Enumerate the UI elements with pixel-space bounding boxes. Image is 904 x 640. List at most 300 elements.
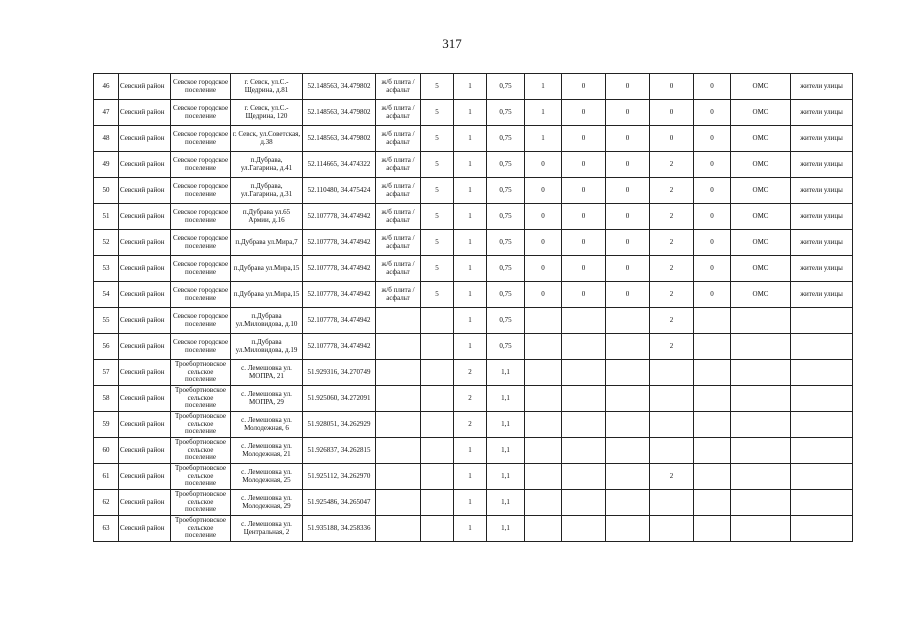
cell-area	[421, 516, 454, 542]
cell-value-5: 0	[562, 74, 606, 100]
cell-area	[421, 438, 454, 464]
cell-value-6	[606, 464, 650, 490]
cell-number: 47	[94, 100, 119, 126]
table-row	[94, 516, 853, 542]
cell-owner: ОМС	[731, 230, 791, 256]
cell-coordinates: 52.110480, 34.475424	[303, 178, 376, 204]
cell-district: Севский район	[119, 100, 171, 126]
cell-settlement: Севское городское поселение	[171, 230, 231, 256]
cell-owner	[731, 412, 791, 438]
cell-settlement: Троебортновское сельское поселение	[171, 360, 231, 386]
cell-settlement: Севское городское поселение	[171, 256, 231, 282]
cell-value-7: 2	[650, 334, 694, 360]
cell-container-volume: 1,1	[487, 516, 525, 542]
cell-value-4: 0	[525, 256, 562, 282]
cell-users: жители улицы	[791, 204, 853, 230]
table-row	[94, 178, 853, 204]
cell-coordinates: 51.925060, 34.272091	[303, 386, 376, 412]
cell-value-7: 2	[650, 178, 694, 204]
cell-value-6	[606, 438, 650, 464]
cell-owner: ОМС	[731, 126, 791, 152]
cell-value-4: 0	[525, 178, 562, 204]
cell-number: 46	[94, 74, 119, 100]
cell-value-4: 1	[525, 126, 562, 152]
cell-value-6: 0	[606, 178, 650, 204]
cell-area: 5	[421, 100, 454, 126]
cell-number: 60	[94, 438, 119, 464]
cell-value-7: 2	[650, 308, 694, 334]
cell-value-8: 0	[694, 178, 731, 204]
cell-value-7: 2	[650, 230, 694, 256]
cell-value-8: 0	[694, 204, 731, 230]
cell-containers-count: 2	[454, 412, 487, 438]
cell-surface	[376, 308, 421, 334]
cell-container-volume: 0,75	[487, 308, 525, 334]
cell-value-6	[606, 360, 650, 386]
cell-district: Севский район	[119, 438, 171, 464]
cell-owner	[731, 334, 791, 360]
cell-owner	[731, 308, 791, 334]
cell-value-6: 0	[606, 256, 650, 282]
cell-value-8: 0	[694, 256, 731, 282]
cell-settlement: Севское городское поселение	[171, 74, 231, 100]
cell-area: 5	[421, 256, 454, 282]
cell-district: Севский район	[119, 516, 171, 542]
cell-containers-count: 1	[454, 100, 487, 126]
cell-settlement: Севское городское поселение	[171, 178, 231, 204]
cell-value-7: 2	[650, 282, 694, 308]
cell-value-8: 0	[694, 126, 731, 152]
cell-value-8	[694, 412, 731, 438]
cell-container-volume: 1,1	[487, 490, 525, 516]
cell-users: жители улицы	[791, 178, 853, 204]
table-row	[94, 464, 853, 490]
cell-users	[791, 386, 853, 412]
cell-surface: ж/б плита /асфальт	[376, 230, 421, 256]
cell-value-4	[525, 334, 562, 360]
cell-value-8	[694, 308, 731, 334]
cell-district: Севский район	[119, 464, 171, 490]
cell-coordinates: 52.107778, 34.474942	[303, 204, 376, 230]
cell-settlement: Севское городское поселение	[171, 308, 231, 334]
cell-value-5: 0	[562, 152, 606, 178]
cell-value-6: 0	[606, 100, 650, 126]
cell-containers-count: 1	[454, 74, 487, 100]
cell-users	[791, 360, 853, 386]
cell-container-volume: 1,1	[487, 464, 525, 490]
cell-containers-count: 1	[454, 334, 487, 360]
cell-address: п.Дубрава ул.65 Армии, д.16	[231, 204, 303, 230]
cell-value-7: 2	[650, 464, 694, 490]
table-row	[94, 230, 853, 256]
cell-value-5: 0	[562, 230, 606, 256]
cell-address: г. Севск, ул.Советская, д.38	[231, 126, 303, 152]
cell-surface: ж/б плита /асфальт	[376, 256, 421, 282]
cell-value-4	[525, 464, 562, 490]
cell-address: с. Лемешовка ул. Молодежная, 21	[231, 438, 303, 464]
cell-address: с. Лемешовка ул. МОПРА, 29	[231, 386, 303, 412]
cell-value-4: 1	[525, 100, 562, 126]
cell-district: Севский район	[119, 152, 171, 178]
cell-owner: ОМС	[731, 204, 791, 230]
cell-coordinates: 52.107778, 34.474942	[303, 256, 376, 282]
cell-value-4	[525, 386, 562, 412]
cell-coordinates: 52.107778, 34.474942	[303, 230, 376, 256]
cell-area: 5	[421, 282, 454, 308]
cell-surface	[376, 490, 421, 516]
table-row	[94, 282, 853, 308]
cell-value-6: 0	[606, 230, 650, 256]
cell-surface: ж/б плита /асфальт	[376, 100, 421, 126]
cell-value-6	[606, 308, 650, 334]
cell-owner	[731, 464, 791, 490]
cell-users: жители улицы	[791, 100, 853, 126]
cell-value-8: 0	[694, 152, 731, 178]
cell-address: п.Дубрава, ул.Гагарина, д.41	[231, 152, 303, 178]
cell-value-4	[525, 516, 562, 542]
table-row	[94, 308, 853, 334]
cell-value-6	[606, 412, 650, 438]
cell-containers-count: 1	[454, 230, 487, 256]
cell-value-7	[650, 490, 694, 516]
cell-value-7	[650, 412, 694, 438]
cell-coordinates: 52.148563, 34.479802	[303, 74, 376, 100]
cell-surface	[376, 412, 421, 438]
cell-district: Севский район	[119, 282, 171, 308]
cell-owner: ОМС	[731, 256, 791, 282]
cell-area	[421, 308, 454, 334]
cell-settlement: Севское городское поселение	[171, 126, 231, 152]
cell-surface: ж/б плита /асфальт	[376, 74, 421, 100]
cell-settlement: Севское городское поселение	[171, 204, 231, 230]
cell-area	[421, 464, 454, 490]
cell-value-7	[650, 516, 694, 542]
cell-number: 49	[94, 152, 119, 178]
cell-number: 54	[94, 282, 119, 308]
cell-users: жители улицы	[791, 152, 853, 178]
cell-district: Севский район	[119, 126, 171, 152]
cell-value-6: 0	[606, 282, 650, 308]
cell-value-6: 0	[606, 204, 650, 230]
cell-settlement: Севское городское поселение	[171, 282, 231, 308]
cell-value-5	[562, 412, 606, 438]
cell-number: 58	[94, 386, 119, 412]
table-row	[94, 490, 853, 516]
cell-number: 62	[94, 490, 119, 516]
cell-users	[791, 334, 853, 360]
cell-value-5: 0	[562, 256, 606, 282]
cell-container-volume: 0,75	[487, 100, 525, 126]
cell-number: 63	[94, 516, 119, 542]
cell-surface: ж/б плита /асфальт	[376, 152, 421, 178]
cell-value-4: 0	[525, 204, 562, 230]
cell-users	[791, 464, 853, 490]
cell-users: жители улицы	[791, 282, 853, 308]
cell-value-4	[525, 412, 562, 438]
cell-number: 48	[94, 126, 119, 152]
cell-settlement: Троебортновское сельское поселение	[171, 516, 231, 542]
cell-value-5	[562, 516, 606, 542]
cell-surface	[376, 334, 421, 360]
cell-address: с. Лемешовка ул. Молодежная, 29	[231, 490, 303, 516]
cell-district: Севский район	[119, 204, 171, 230]
table-row	[94, 204, 853, 230]
cell-number: 55	[94, 308, 119, 334]
cell-surface	[376, 438, 421, 464]
table-row	[94, 126, 853, 152]
cell-containers-count: 1	[454, 516, 487, 542]
cell-value-4	[525, 490, 562, 516]
cell-value-8	[694, 438, 731, 464]
cell-area: 5	[421, 74, 454, 100]
cell-value-5	[562, 334, 606, 360]
cell-users	[791, 438, 853, 464]
cell-owner: ОМС	[731, 152, 791, 178]
cell-area	[421, 386, 454, 412]
cell-containers-count: 2	[454, 360, 487, 386]
cell-container-volume: 1,1	[487, 412, 525, 438]
cell-district: Севский район	[119, 74, 171, 100]
cell-value-6	[606, 490, 650, 516]
cell-value-7: 2	[650, 204, 694, 230]
page-number: 317	[442, 36, 462, 51]
cell-value-6: 0	[606, 74, 650, 100]
cell-value-8	[694, 490, 731, 516]
cell-coordinates: 51.925112, 34.262970	[303, 464, 376, 490]
cell-containers-count: 2	[454, 386, 487, 412]
cell-users	[791, 516, 853, 542]
cell-number: 51	[94, 204, 119, 230]
cell-value-4: 0	[525, 282, 562, 308]
cell-value-8: 0	[694, 74, 731, 100]
cell-number: 57	[94, 360, 119, 386]
cell-district: Севский район	[119, 360, 171, 386]
cell-value-5: 0	[562, 178, 606, 204]
cell-value-8: 0	[694, 282, 731, 308]
cell-value-7	[650, 438, 694, 464]
cell-settlement: Севское городское поселение	[171, 334, 231, 360]
cell-owner	[731, 516, 791, 542]
cell-surface	[376, 386, 421, 412]
cell-value-5: 0	[562, 126, 606, 152]
cell-value-4: 1	[525, 74, 562, 100]
cell-users: жители улицы	[791, 230, 853, 256]
cell-address: п.Дубрава ул.Миловидова, д.19	[231, 334, 303, 360]
cell-number: 52	[94, 230, 119, 256]
cell-container-volume: 1,1	[487, 360, 525, 386]
table-row	[94, 438, 853, 464]
cell-value-8	[694, 334, 731, 360]
cell-container-volume: 0,75	[487, 178, 525, 204]
cell-owner	[731, 360, 791, 386]
cell-district: Севский район	[119, 230, 171, 256]
table-row	[94, 100, 853, 126]
cell-coordinates: 52.107778, 34.474942	[303, 308, 376, 334]
cell-area	[421, 490, 454, 516]
cell-address: п.Дубрава ул.Мира,15	[231, 282, 303, 308]
cell-district: Севский район	[119, 256, 171, 282]
cell-containers-count: 1	[454, 256, 487, 282]
cell-container-volume: 0,75	[487, 126, 525, 152]
cell-settlement: Троебортновское сельское поселение	[171, 490, 231, 516]
table-row	[94, 74, 853, 100]
cell-area: 5	[421, 178, 454, 204]
cell-containers-count: 1	[454, 178, 487, 204]
cell-number: 53	[94, 256, 119, 282]
cell-value-5: 0	[562, 282, 606, 308]
cell-address: с. Лемешовка ул. МОПРА, 21	[231, 360, 303, 386]
cell-container-volume: 0,75	[487, 74, 525, 100]
cell-value-5	[562, 386, 606, 412]
cell-coordinates: 52.148563, 34.479802	[303, 100, 376, 126]
cell-container-volume: 1,1	[487, 438, 525, 464]
cell-coordinates: 52.107778, 34.474942	[303, 282, 376, 308]
cell-coordinates: 51.928051, 34.262929	[303, 412, 376, 438]
cell-district: Севский район	[119, 334, 171, 360]
cell-users	[791, 308, 853, 334]
cell-value-7: 2	[650, 256, 694, 282]
cell-address: п.Дубрава, ул.Гагарина, д.31	[231, 178, 303, 204]
cell-number: 61	[94, 464, 119, 490]
cell-owner: ОМС	[731, 282, 791, 308]
cell-surface: ж/б плита /асфальт	[376, 126, 421, 152]
cell-owner	[731, 386, 791, 412]
cell-users	[791, 490, 853, 516]
cell-number: 56	[94, 334, 119, 360]
cell-containers-count: 1	[454, 490, 487, 516]
cell-users: жители улицы	[791, 126, 853, 152]
cell-value-6	[606, 386, 650, 412]
cell-coordinates: 52.114665, 34.474322	[303, 152, 376, 178]
cell-surface	[376, 464, 421, 490]
cell-value-7: 0	[650, 74, 694, 100]
cell-settlement: Севское городское поселение	[171, 100, 231, 126]
cell-surface	[376, 360, 421, 386]
cell-settlement: Севское городское поселение	[171, 152, 231, 178]
cell-container-volume: 0,75	[487, 204, 525, 230]
cell-value-4	[525, 308, 562, 334]
cell-surface	[376, 516, 421, 542]
cell-container-volume: 0,75	[487, 230, 525, 256]
register-table-body	[94, 74, 853, 542]
cell-address: г. Севск, ул.С.-Щедрина, д.81	[231, 74, 303, 100]
cell-value-8: 0	[694, 100, 731, 126]
cell-coordinates: 52.148563, 34.479802	[303, 126, 376, 152]
cell-owner	[731, 438, 791, 464]
table-row	[94, 256, 853, 282]
cell-value-7: 0	[650, 126, 694, 152]
cell-owner: ОМС	[731, 74, 791, 100]
cell-district: Севский район	[119, 386, 171, 412]
cell-district: Севский район	[119, 178, 171, 204]
cell-address: п.Дубрава ул.Миловидова, д.10	[231, 308, 303, 334]
cell-value-7	[650, 360, 694, 386]
cell-surface: ж/б плита /асфальт	[376, 204, 421, 230]
cell-coordinates: 51.929316, 34.270749	[303, 360, 376, 386]
cell-coordinates: 51.925486, 34.265047	[303, 490, 376, 516]
cell-containers-count: 1	[454, 308, 487, 334]
cell-container-volume: 0,75	[487, 152, 525, 178]
cell-owner: ОМС	[731, 178, 791, 204]
cell-container-volume: 0,75	[487, 282, 525, 308]
cell-address: с. Лемешовка ул. Центральная, 2	[231, 516, 303, 542]
table-row	[94, 412, 853, 438]
cell-value-6	[606, 334, 650, 360]
cell-value-5	[562, 438, 606, 464]
cell-value-7	[650, 386, 694, 412]
cell-district: Севский район	[119, 308, 171, 334]
table-row	[94, 334, 853, 360]
table-row	[94, 152, 853, 178]
cell-containers-count: 1	[454, 282, 487, 308]
cell-value-4	[525, 360, 562, 386]
cell-value-8	[694, 464, 731, 490]
cell-coordinates: 52.107778, 34.474942	[303, 334, 376, 360]
cell-address: г. Севск, ул.С.-Щедрина, 120	[231, 100, 303, 126]
cell-containers-count: 1	[454, 464, 487, 490]
cell-container-volume: 0,75	[487, 256, 525, 282]
cell-value-5	[562, 490, 606, 516]
cell-value-6: 0	[606, 152, 650, 178]
table-row	[94, 386, 853, 412]
register-table	[93, 73, 853, 542]
cell-value-5	[562, 360, 606, 386]
cell-settlement: Троебортновское сельское поселение	[171, 464, 231, 490]
cell-area	[421, 412, 454, 438]
cell-area	[421, 360, 454, 386]
cell-container-volume: 0,75	[487, 334, 525, 360]
cell-surface: ж/б плита /асфальт	[376, 282, 421, 308]
cell-users: жители улицы	[791, 256, 853, 282]
cell-value-7: 0	[650, 100, 694, 126]
cell-coordinates: 51.935188, 34.258336	[303, 516, 376, 542]
cell-value-7: 2	[650, 152, 694, 178]
cell-settlement: Троебортновское сельское поселение	[171, 438, 231, 464]
cell-owner: ОМС	[731, 100, 791, 126]
cell-value-5: 0	[562, 100, 606, 126]
cell-value-4	[525, 438, 562, 464]
cell-users	[791, 412, 853, 438]
cell-area	[421, 334, 454, 360]
cell-area: 5	[421, 126, 454, 152]
cell-value-5	[562, 464, 606, 490]
cell-value-8	[694, 360, 731, 386]
cell-value-4: 0	[525, 230, 562, 256]
cell-address: п.Дубрава ул.Мира,15	[231, 256, 303, 282]
cell-address: с. Лемешовка ул. Молодежная, 6	[231, 412, 303, 438]
cell-district: Севский район	[119, 490, 171, 516]
cell-number: 59	[94, 412, 119, 438]
table-row	[94, 360, 853, 386]
cell-containers-count: 1	[454, 204, 487, 230]
cell-value-8	[694, 516, 731, 542]
cell-containers-count: 1	[454, 126, 487, 152]
cell-value-8: 0	[694, 230, 731, 256]
cell-containers-count: 1	[454, 152, 487, 178]
cell-value-6: 0	[606, 126, 650, 152]
cell-district: Севский район	[119, 412, 171, 438]
cell-number: 50	[94, 178, 119, 204]
cell-owner	[731, 490, 791, 516]
cell-area: 5	[421, 230, 454, 256]
cell-value-8	[694, 386, 731, 412]
cell-address: п.Дубрава ул.Мира,7	[231, 230, 303, 256]
cell-container-volume: 1,1	[487, 386, 525, 412]
cell-value-6	[606, 516, 650, 542]
cell-area: 5	[421, 152, 454, 178]
cell-address: с. Лемешовка ул. Молодежная, 25	[231, 464, 303, 490]
cell-value-4: 0	[525, 152, 562, 178]
